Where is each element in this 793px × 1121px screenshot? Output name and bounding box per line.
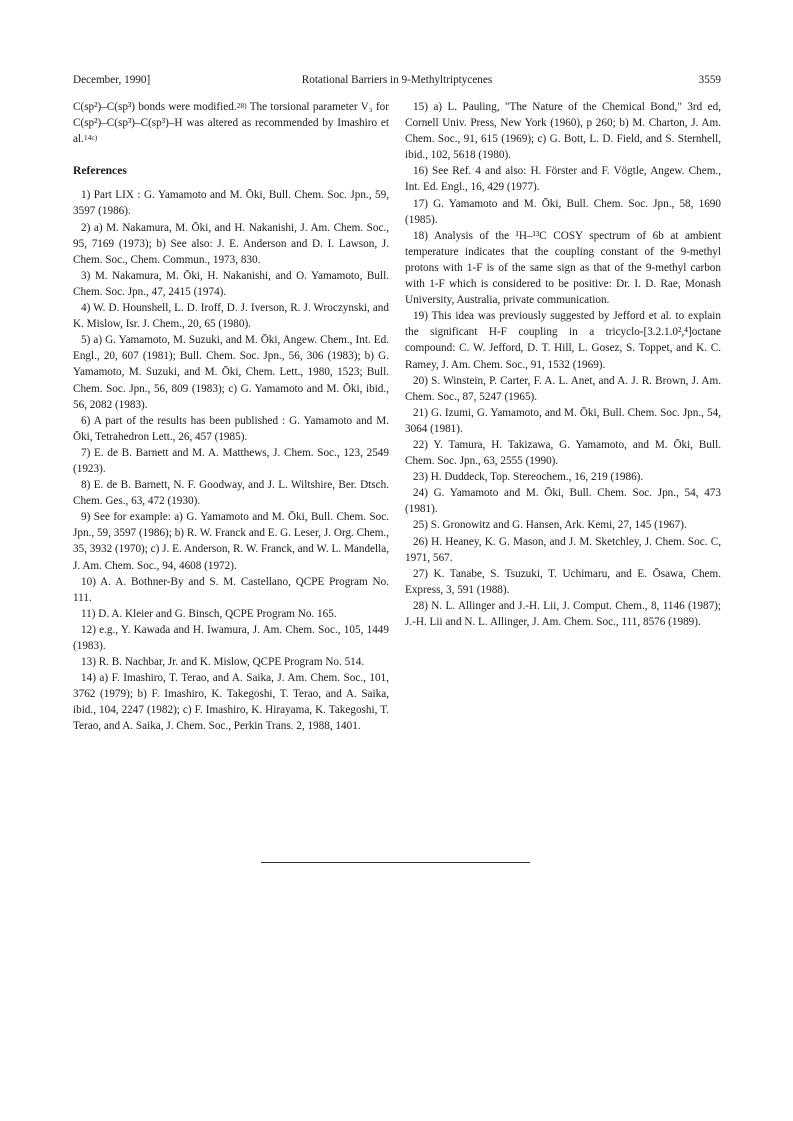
- header-title: Rotational Barriers in 9-Methyltriptycenes: [301, 74, 493, 86]
- reference-list-left: [73, 187, 389, 734]
- reference-number: 10): [81, 575, 101, 588]
- reference-item: [405, 373, 721, 405]
- reference-item: [73, 509, 389, 573]
- reference-item: [73, 654, 389, 670]
- reference-text: Y. Tamura, H. Takizawa, G. Yamamoto, and M. Ōki, Bull. Chem. Soc. Jpn., 63, 2555 (1990).: [405, 438, 721, 468]
- reference-item: [73, 300, 389, 332]
- reference-text: A part of the results has been published : G. Yamamoto and M. Ōki, Tetrahedron Lett., 26, 457 (1985).: [73, 414, 389, 443]
- reference-number: 16): [413, 165, 433, 178]
- reference-number: 15): [413, 101, 434, 113]
- reference-number: 28): [413, 599, 432, 612]
- reference-text: This idea was previously suggested by Jefford et al. to explain the significant H-F coupling in a tricyclo-[3.2.1.0²,⁴]octane compound: C. W. Jefford, D. T. Hill, L. Gosez, S. Toppet, and K. C. Ramey, J. Am. Chem. Soc., 91, 1532 (1969).: [405, 310, 721, 371]
- reference-item: [405, 437, 721, 469]
- reference-item: [73, 622, 389, 654]
- header-date: December, 1990]: [73, 74, 151, 86]
- reference-text: a) F. Imashiro, T. Terao, and A. Saika, J. Am. Chem. Soc., 101, 3762 (1979); b) F. Imashiro, K. Takegoshi, T. Terao, and A. Saika, ibid., 104, 2247 (1982); c) F. Imashiro, K. Hirayama, K. Takegoshi, T. Terao, and A. Saika, J. Chem. Soc., Perkin Trans. 2, 1988, 1401.: [73, 672, 389, 733]
- reference-text: H. Heaney, K. G. Mason, and J. M. Sketchley, J. Chem. Soc. C, 1971, 567.: [405, 535, 721, 564]
- reference-number: 9): [81, 511, 94, 524]
- reference-number: 27): [413, 567, 434, 580]
- reference-text: E. de B. Barnett, N. F. Goodway, and J. L. Wiltshire, Ber. Dtsch. Chem. Ges., 63, 472 (1930).: [73, 479, 389, 508]
- intro-text-b: The torsional parameter V₃ for C(sp²)–C(sp³)–C(sp³)–H was altered as recommended by Imashiro et al.: [73, 101, 389, 146]
- reference-text: S. Winstein, P. Carter, F. A. L. Anet, and A. J. R. Brown, J. Am. Chem. Soc., 87, 5247 (1965).: [405, 374, 721, 403]
- running-header: [73, 72, 721, 88]
- left-column: [73, 99, 389, 735]
- intro-text-a: C(sp²)–C(sp³) bonds were modified.: [73, 101, 237, 113]
- reference-number: 3): [81, 269, 95, 282]
- reference-text: a) G. Yamamoto, M. Suzuki, and M. Ōki, Angew. Chem., Int. Ed. Engl., 20, 607 (1981); Bull. Chem. Soc. Jpn., 56, 306 (1983); b) G. Yamamoto, M. Suzuki, and M. Ōki, Chem. Lett., 1980, 1523; Bull. Chem. Soc. Jpn., 56, 809 (1983); c) G. Yamamoto and M. Ōki, ibid., 56, 2082 (1983).: [73, 334, 389, 411]
- reference-text: See for example: a) G. Yamamoto and M. Ōki, Bull. Chem. Soc. Jpn., 59, 3597 (1986); b) R. W. Franck and E. G. Leser, J. Org. Chem., 35, 3932 (1970); c) J. E. Anderson, R. W. Franck, and W. L. Mandella, J. Am. Chem. Soc., 94, 4608 (1972).: [73, 511, 390, 572]
- reference-item: [73, 606, 389, 622]
- reference-item: [405, 485, 721, 517]
- reference-text: See Ref. 4 and also: H. Förster and F. Vögtle, Angew. Chem., Int. Ed. Engl., 16, 429 (1977).: [405, 165, 721, 194]
- reference-number: 12): [81, 623, 100, 636]
- reference-number: 25): [413, 519, 431, 532]
- reference-text: K. Tanabe, S. Tsuzuki, T. Uchimaru, and E. Ōsawa, Chem. Express, 3, 591 (1988).: [405, 567, 721, 596]
- right-column: [405, 99, 721, 630]
- intro-ref-b: 14c): [83, 133, 98, 143]
- reference-text: D. A. Kleier and G. Binsch, QCPE Program No. 165.: [98, 607, 337, 620]
- reference-number: 19): [413, 310, 432, 323]
- reference-text: H. Duddeck, Top. Stereochem., 16, 219 (1986).: [430, 471, 644, 484]
- reference-item: [73, 187, 389, 219]
- reference-text: G. Izumi, G. Yamamoto, and M. Ōki, Bull. Chem. Soc. Jpn., 54, 3064 (1981).: [405, 406, 721, 435]
- reference-text: N. L. Allinger and J.-H. Lii, J. Comput. Chem., 8, 1146 (1987); J.-H. Lii and N. L. Allinger, J. Am. Chem. Soc., 111, 8576 (1989).: [405, 599, 721, 628]
- reference-text: G. Yamamoto and M. Ōki, Bull. Chem. Soc. Jpn., 58, 1690 (1985).: [405, 197, 721, 226]
- reference-item: [405, 196, 721, 228]
- reference-text: M. Nakamura, M. Ōki, H. Nakanishi, and O. Yamamoto, Bull. Chem. Soc. Jpn., 47, 2415 (1974).: [73, 269, 390, 298]
- reference-item: [73, 477, 389, 509]
- reference-number: 18): [413, 229, 434, 242]
- reference-item: [405, 534, 721, 566]
- reference-number: 11): [81, 607, 99, 620]
- reference-number: 24): [413, 487, 434, 500]
- end-rule: [261, 862, 530, 863]
- reference-number: 26): [413, 535, 432, 548]
- reference-item: [405, 163, 721, 195]
- reference-item: [73, 332, 389, 412]
- reference-item: [73, 670, 389, 734]
- reference-item: [405, 598, 721, 630]
- reference-number: 2): [81, 221, 94, 234]
- reference-text: S. Gronowitz and G. Hansen, Ark. Kemi, 27, 145 (1967).: [430, 519, 687, 532]
- reference-text: a) L. Pauling, "The Nature of the Chemical Bond," 3rd ed, Cornell Univ. Press, New York (1960), p 260; b) M. Charton, J. Am. Chem. Soc., 91, 615 (1969); c) G. Bott, L. D. Field, and S. Sternhell, ibid., 102, 5618 (1980).: [405, 101, 721, 162]
- reference-item: [405, 405, 721, 437]
- reference-text: G. Yamamoto and M. Ōki, Bull. Chem. Soc. Jpn., 54, 473 (1981).: [405, 487, 721, 516]
- reference-number: 23): [413, 471, 431, 484]
- reference-number: 13): [81, 656, 99, 669]
- intro-ref-a: 28): [236, 101, 247, 110]
- reference-item: [73, 413, 389, 445]
- reference-text: e.g., Y. Kawada and H. Iwamura, J. Am. Chem. Soc., 105, 1449 (1983).: [73, 623, 389, 652]
- reference-item: [73, 268, 389, 300]
- reference-item: [73, 220, 389, 268]
- reference-item: [73, 445, 389, 477]
- reference-text: a) M. Nakamura, M. Ōki, and H. Nakanishi, J. Am. Chem. Soc., 95, 7169 (1973); b) See also: J. E. Anderson and D. I. Lawson, J. Chem. Soc., Chem. Commun., 1973, 830.: [73, 221, 389, 266]
- reference-number: 20): [413, 374, 432, 387]
- reference-number: 7): [81, 446, 95, 459]
- reference-text: Part LIX : G. Yamamoto and M. Ōki, Bull. Chem. Soc. Jpn., 59, 3597 (1986).: [73, 189, 389, 218]
- reference-number: 22): [413, 438, 434, 451]
- intro-paragraph: [73, 99, 389, 147]
- reference-text: Analysis of the ¹H–¹³C COSY spectrum of 6b at ambient temperature indicates that the coupling constant of the 9-methyl protons with 1-F is of the same sign as that of the 9-methyl carbon with 1-F which is considered to be positive: Dr. I. D. Rae, Monash University, Australia, private communication.: [405, 229, 721, 307]
- reference-text: A. A. Bothner-By and S. M. Castellano, QCPE Program No. 111.: [73, 575, 389, 604]
- reference-text: E. de B. Barnett and M. A. Matthews, J. Chem. Soc., 123, 2549 (1923).: [73, 446, 389, 475]
- reference-item: [405, 517, 721, 533]
- reference-item: [73, 574, 389, 606]
- reference-item: [405, 99, 721, 163]
- header-page-number: 3559: [698, 74, 721, 86]
- reference-number: 1): [81, 189, 94, 202]
- references-heading: References: [73, 164, 127, 178]
- reference-text: R. B. Nachbar, Jr. and K. Mislow, QCPE Program No. 514.: [98, 656, 365, 669]
- reference-number: 5): [81, 334, 94, 347]
- reference-number: 4): [81, 302, 94, 315]
- reference-item: [405, 228, 721, 308]
- reference-number: 8): [81, 479, 94, 492]
- reference-list-right: [405, 99, 721, 630]
- reference-item: [405, 308, 721, 372]
- reference-item: [405, 566, 721, 598]
- reference-number: 21): [413, 406, 431, 419]
- reference-number: 14): [81, 672, 100, 685]
- reference-item: [405, 469, 721, 485]
- reference-number: 6): [81, 414, 94, 427]
- reference-text: W. D. Hounshell, L. D. Iroff, D. J. Iverson, R. J. Wroczynski, and K. Mislow, Isr. J. Chem., 20, 65 (1980).: [73, 302, 389, 331]
- reference-number: 17): [413, 197, 434, 210]
